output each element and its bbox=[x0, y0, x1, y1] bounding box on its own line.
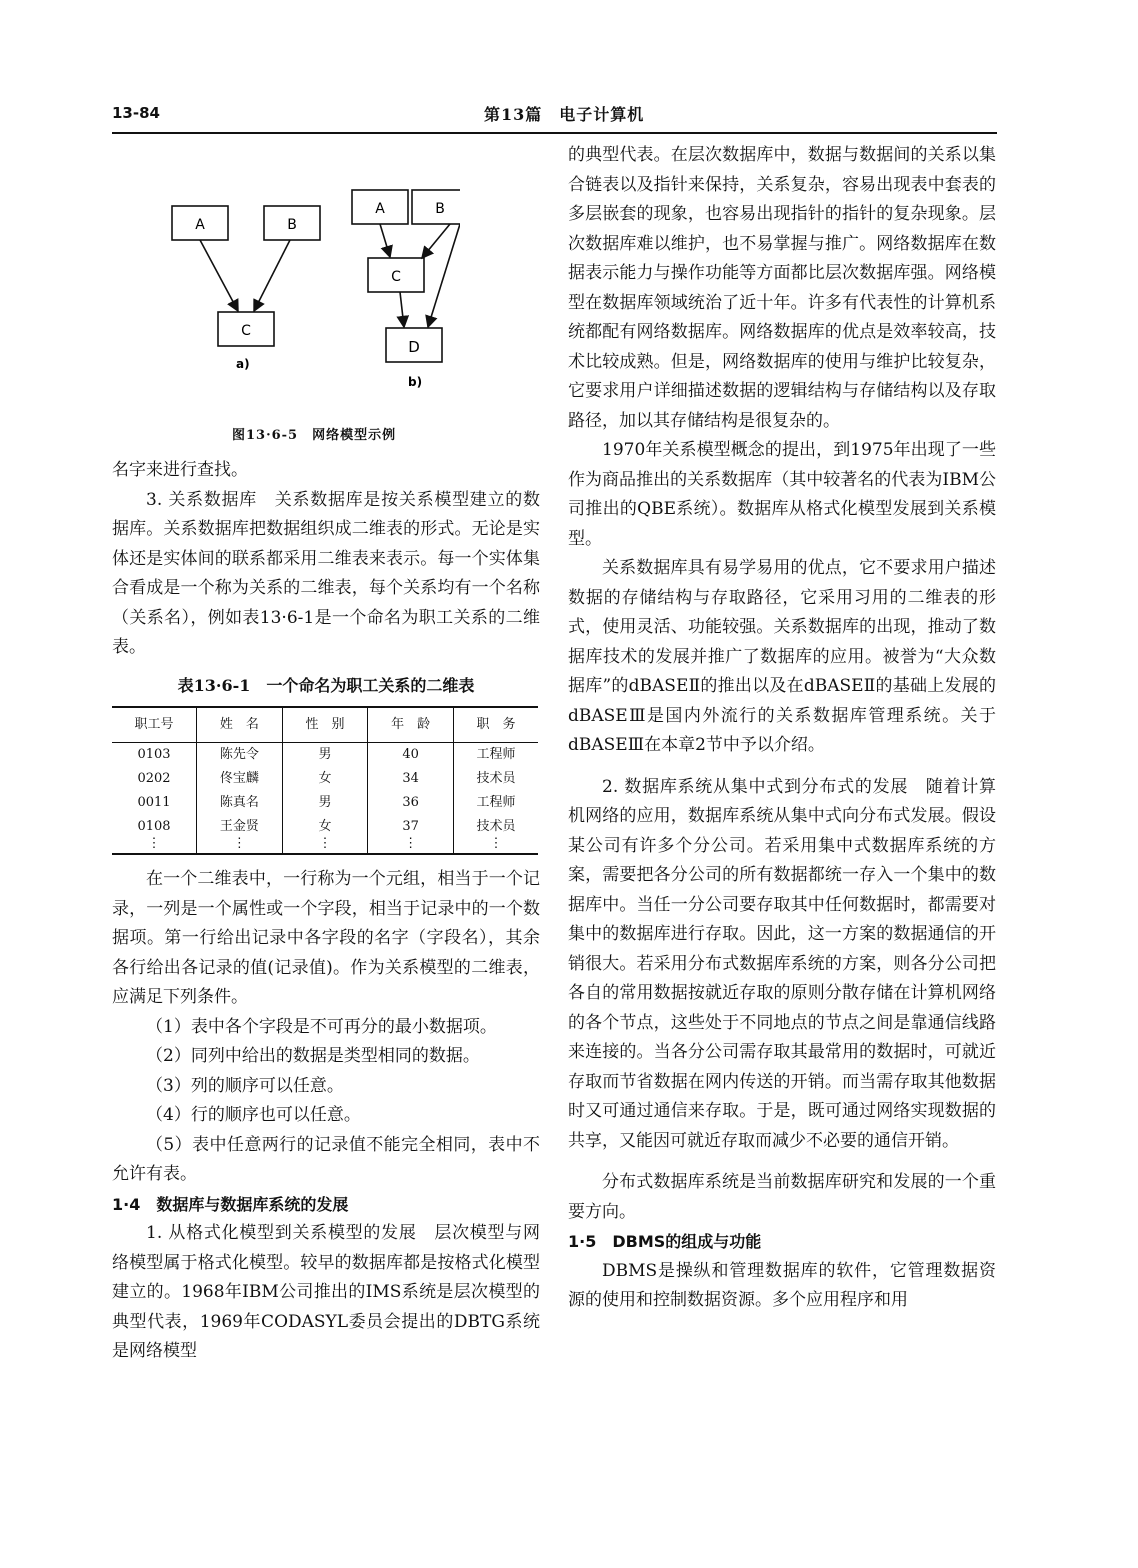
network-model-figure bbox=[160, 170, 460, 450]
table-cell: 工程师 bbox=[453, 743, 538, 768]
fig-a-node-a-label: A bbox=[195, 217, 205, 233]
col-header: 性 别 bbox=[282, 707, 368, 743]
section-heading-1-4: 1·4 数据库与数据库系统的发展 bbox=[112, 1194, 349, 1214]
condition-item: （5）表中任意两行的记录值不能完全相同，表中不允许有表。 bbox=[112, 1134, 540, 1184]
table-header-row bbox=[112, 707, 538, 743]
table-cell: 0103 bbox=[137, 747, 171, 762]
table-cell: 0011 bbox=[137, 795, 171, 810]
paragraph-formatted-model: 1. 从格式化模型到关系模型的发展 层次模型与网络模型属于格式化模型。较早的数据库都是按格式化模型建立的。1968年IBM公司推出的IMS系统是层次模型的典型代表，1969年CODASYL委员会提出的DBTG系统是网络模型 bbox=[112, 1223, 540, 1361]
fig-a-edge-b-c bbox=[254, 240, 290, 311]
col-header: 姓 名 bbox=[197, 707, 283, 743]
paragraph-tuple: 在一个二维表中，一行称为一个元组，相当于一个记录，一列是一个属性或一个字段，相当于记录中的一个数据项。第一行给出记录中各字段的名字（字段名），其余各行给出各记录的值(记录值)。作为关系模型的二维表，应满足下列条件。 bbox=[112, 869, 540, 1007]
right-column bbox=[568, 141, 996, 1316]
paragraph-hierarchical: 的典型代表。在层次数据库中，数据与数据间的关系以集合链表以及指针来保持，关系复杂，容易出现表中套表的多层嵌套的现象，也容易出现指针的指针的复杂现象。层次数据库难以维护，也不易掌握与推广。网络数据库在数据表示能力与操作功能等方面都比层次数据库强。网络模型在数据库领域统治了近十年。许多有代表性的计算机系统都配有网络数据库。网络数据库的优点是效率较高，技术比较成熟。但是，网络数据库的使用与维护比较复杂，它要求用户详细描述数据的逻辑结构与存储结构以及存取路径，加以其存储结构是很复杂的。 bbox=[568, 145, 996, 431]
table-cell: 佟宝麟 bbox=[197, 767, 283, 791]
paragraph-distributed: 2. 数据库系统从集中式到分布式的发展 随着计算机网络的应用，数据库系统从集中式向分布式发展。假设某公司有许多个分公司。若采用集中式数据库系统的方案，需要把各分公司的所有数据都统一存入一个集中的数据库中。当任一分公司要存取其中任何数据时，都需要对集中的数据库进行存取。因此，这一方案的数据通信的开销很大。若采用分布式数据库系统的方案，则各分公司把各自的常用数据按就近存取的原则分散存储在计算机网络的各个节点，这些处于不同地点的节点之间是靠通信线路来连接的。当各分公司需存取其最常用的数据时，可就近存取而节省数据在网内传送的开销。而当需存取其他数据时又可通过通信来存取。于是，既可通过网络实现数据的共享，又能因可就近存取而减少不必要的通信开销。 bbox=[568, 776, 996, 1151]
table-row bbox=[112, 743, 538, 768]
table-cell: 36 bbox=[368, 791, 454, 815]
table-cell: 陈真名 bbox=[197, 791, 283, 815]
fig-b-label: b) bbox=[408, 375, 423, 389]
fig-b-node-d-label: D bbox=[408, 338, 420, 356]
table-ellipsis-row bbox=[112, 839, 538, 854]
figure-caption: 图13·6-5 网络模型示例 bbox=[232, 428, 397, 443]
employee-table bbox=[112, 706, 538, 855]
table-ellipsis: ⋮ bbox=[147, 836, 161, 851]
table-cell: 工程师 bbox=[453, 791, 538, 815]
page-header bbox=[112, 100, 997, 134]
table-cell: 陈先令 bbox=[197, 743, 283, 768]
table-row bbox=[112, 791, 538, 815]
fig-b-edge-b-d bbox=[428, 224, 460, 327]
table-ellipsis: ⋮ bbox=[197, 839, 283, 854]
paragraph-relational-advantage: 关系数据库具有易学易用的优点，它不要求用户描述数据的存储结构与存取路径，它采用习用的二维表的形式，使用灵活、功能较强。关系数据库的出现，推动了数据库技术的发展并推广了数据库的应用。被誉为“大众数据库”的dBASEⅡ的推出以及在dBASEⅡ的基础上发展的dBASEⅢ是国内外流行的关系数据库管理系统。关于dBASEⅢ在本章2节中予以介绍。 bbox=[568, 558, 996, 755]
col-header: 职工号 bbox=[134, 717, 174, 732]
col-header: 职 务 bbox=[453, 707, 538, 743]
table-cell: 男 bbox=[282, 791, 368, 815]
paragraph-direction: 分布式数据库系统是当前数据库研究和发展的一个重要方向。 bbox=[568, 1172, 996, 1222]
table-cell: 女 bbox=[282, 815, 368, 839]
paragraph-relational-db: 3. 关系数据库 关系数据库是按关系模型建立的数据库。关系数据库把数据组织成二维表的形式。无论是实体还是实体间的联系都采用二维表来表示。每一个实体集合看成是一个称为关系的二维表，每个关系均有一个名称（关系名），例如表13·6-1是一个命名为职工关系的二维表。 bbox=[112, 489, 540, 657]
table-cell: 女 bbox=[282, 767, 368, 791]
fig-a-node-b-label: B bbox=[287, 217, 297, 233]
table-caption: 表13·6-1 一个命名为职工关系的二维表 bbox=[177, 675, 475, 695]
table-cell: 34 bbox=[368, 767, 454, 791]
fig-a-node-c-label: C bbox=[241, 323, 251, 339]
table-ellipsis: ⋮ bbox=[453, 839, 538, 854]
paragraph-1970: 1970年关系模型概念的提出，到1975年出现了一些作为商品推出的关系数据库（其中较著名的代表为IBM公司推出的QBE系统）。数据库从格式化模型发展到关系模型。 bbox=[568, 440, 996, 549]
fig-b-edge-a-c bbox=[380, 224, 390, 257]
condition-item: （4）行的顺序也可以任意。 bbox=[146, 1105, 361, 1125]
fig-b-edge-b-c bbox=[422, 224, 450, 258]
page-number: 13-84 bbox=[112, 104, 160, 122]
left-column bbox=[112, 456, 540, 1367]
fig-a-edge-a-c bbox=[200, 240, 238, 311]
table-cell: 37 bbox=[368, 815, 454, 839]
table-cell: 技术员 bbox=[453, 815, 538, 839]
col-header: 年 龄 bbox=[368, 707, 454, 743]
paragraph-dbms: DBMS是操纵和管理数据库的软件，它管理数据资源的使用和控制数据资源。多个应用程序和用 bbox=[568, 1260, 996, 1310]
table-ellipsis: ⋮ bbox=[368, 839, 454, 854]
condition-item: （1）表中各个字段是不可再分的最小数据项。 bbox=[146, 1016, 497, 1037]
fig-b-node-a-label: A bbox=[375, 201, 385, 217]
fig-a-label: a) bbox=[236, 357, 250, 371]
table-cell: 0108 bbox=[137, 819, 171, 834]
condition-item: （3）列的顺序可以任意。 bbox=[146, 1075, 344, 1096]
condition-item: （2）同列中给出的数据是类型相同的数据。 bbox=[146, 1046, 480, 1066]
table-ellipsis: ⋮ bbox=[282, 839, 368, 854]
fig-b-node-b-label: B bbox=[435, 201, 445, 217]
table-cell: 0202 bbox=[137, 771, 171, 786]
fig-b-node-c-label: C bbox=[391, 269, 401, 285]
table-cell: 40 bbox=[368, 743, 454, 768]
table-cell: 技术员 bbox=[453, 767, 538, 791]
running-title: 第13篇 电子计算机 bbox=[484, 105, 645, 124]
fig-b-edge-c-d bbox=[400, 292, 404, 327]
section-heading-1-5: 1·5 DBMS的组成与功能 bbox=[568, 1232, 762, 1251]
table-row bbox=[112, 767, 538, 791]
table-cell: 王金贤 bbox=[197, 815, 283, 839]
table-cell: 男 bbox=[282, 743, 368, 768]
paragraph: 名字来进行查找。 bbox=[112, 460, 248, 480]
